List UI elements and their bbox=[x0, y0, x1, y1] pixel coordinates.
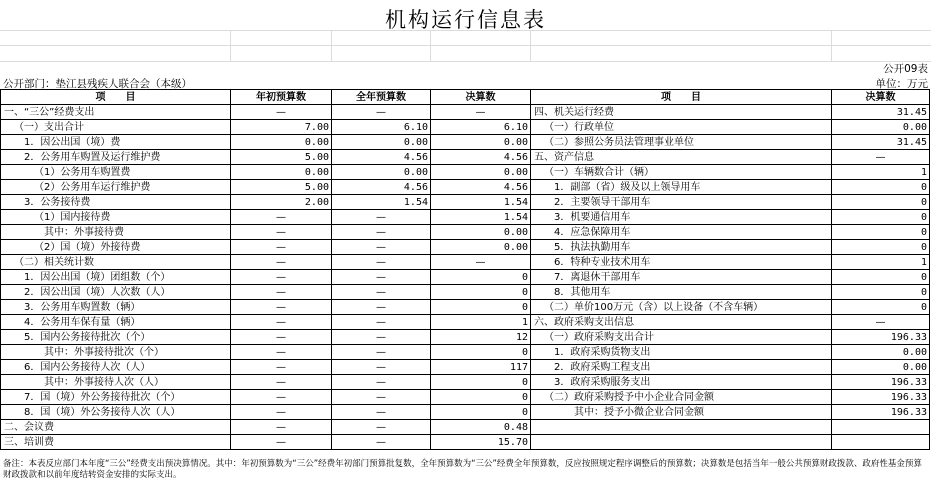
final-amount-cell: 0.48 bbox=[431, 420, 531, 435]
header-item-right: 项 目 bbox=[531, 90, 832, 105]
table-row bbox=[1, 345, 930, 360]
annual-budget-cell: — bbox=[332, 255, 431, 270]
annual-budget-cell: — bbox=[332, 240, 431, 255]
row-item-right: （二）单价100万元（含）以上设备（不含车辆） bbox=[531, 300, 832, 315]
final-amount-cell: 0 bbox=[431, 300, 531, 315]
table-row bbox=[1, 195, 930, 210]
table-row bbox=[1, 105, 930, 120]
final-amount-right-cell: — bbox=[832, 150, 930, 165]
final-amount-cell: 6.10 bbox=[431, 120, 531, 135]
annual-budget-cell: — bbox=[332, 345, 431, 360]
row-item-right: 四、机关运行经费 bbox=[531, 105, 832, 120]
annual-budget-cell: 0.00 bbox=[332, 165, 431, 180]
initial-budget-cell: — bbox=[231, 315, 332, 330]
table-row bbox=[1, 435, 930, 450]
table-row bbox=[1, 225, 930, 240]
initial-budget-cell: 5.00 bbox=[231, 150, 332, 165]
final-amount-cell: 1.54 bbox=[431, 195, 531, 210]
annual-budget-cell: 4.56 bbox=[332, 150, 431, 165]
table-row bbox=[1, 180, 930, 195]
initial-budget-cell: 0.00 bbox=[231, 165, 332, 180]
table-row bbox=[1, 375, 930, 390]
table-row bbox=[1, 120, 930, 135]
table-row bbox=[1, 360, 930, 375]
final-amount-right-cell bbox=[832, 420, 930, 435]
row-item-right: 4．应急保障用车 bbox=[531, 225, 832, 240]
final-amount-cell: 117 bbox=[431, 360, 531, 375]
final-amount-cell: 0 bbox=[431, 390, 531, 405]
row-item-left: （二）相关统计数 bbox=[1, 255, 231, 270]
row-item-left: （2）公务用车运行维护费 bbox=[1, 180, 231, 195]
final-amount-right-cell: 196.33 bbox=[832, 405, 930, 420]
table-row bbox=[1, 285, 930, 300]
initial-budget-cell: — bbox=[231, 300, 332, 315]
sheet-gridlines bbox=[0, 30, 931, 62]
initial-budget-cell: 2.00 bbox=[231, 195, 332, 210]
final-amount-right-cell: 0.00 bbox=[832, 120, 930, 135]
header-final-right: 决算数 bbox=[832, 90, 930, 105]
row-item-right: 3．政府采购服务支出 bbox=[531, 375, 832, 390]
table-row bbox=[1, 150, 930, 165]
annual-budget-cell: — bbox=[332, 330, 431, 345]
final-amount-right-cell: 196.33 bbox=[832, 390, 930, 405]
initial-budget-cell: — bbox=[231, 330, 332, 345]
row-item-right: 6．特种专业技术用车 bbox=[531, 255, 832, 270]
row-item-left: 3．公务接待费 bbox=[1, 195, 231, 210]
row-item-right: 8．其他用车 bbox=[531, 285, 832, 300]
table-row bbox=[1, 270, 930, 285]
row-item-right: （一）车辆数合计（辆） bbox=[531, 165, 832, 180]
row-item-left: 其中：外事接待人次（人） bbox=[1, 375, 231, 390]
final-amount-cell: 1 bbox=[431, 315, 531, 330]
final-amount-cell: 0 bbox=[431, 285, 531, 300]
row-item-left: （一）支出合计 bbox=[1, 120, 231, 135]
header-final-left: 决算数 bbox=[431, 90, 531, 105]
annual-budget-cell: — bbox=[332, 270, 431, 285]
final-amount-right-cell: 31.45 bbox=[832, 135, 930, 150]
row-item-left: 6．国内公务接待人次（人） bbox=[1, 360, 231, 375]
initial-budget-cell: — bbox=[231, 405, 332, 420]
final-amount-right-cell: 0 bbox=[832, 285, 930, 300]
header-initial-budget: 年初预算数 bbox=[231, 90, 332, 105]
row-item-right bbox=[531, 420, 832, 435]
final-amount-cell: 1.54 bbox=[431, 210, 531, 225]
final-amount-cell: 0 bbox=[431, 405, 531, 420]
table-row bbox=[1, 315, 930, 330]
header-item-left: 项 目 bbox=[1, 90, 231, 105]
initial-budget-cell: — bbox=[231, 210, 332, 225]
row-item-right: 2．政府采购工程支出 bbox=[531, 360, 832, 375]
final-amount-right-cell: 0.00 bbox=[832, 345, 930, 360]
final-amount-cell: 0 bbox=[431, 375, 531, 390]
final-amount-cell: 4.56 bbox=[431, 180, 531, 195]
initial-budget-cell: — bbox=[231, 345, 332, 360]
row-item-right: 五、资产信息 bbox=[531, 150, 832, 165]
row-item-left: 7．国（境）外公务接待批次（个） bbox=[1, 390, 231, 405]
annual-budget-cell: — bbox=[332, 300, 431, 315]
row-item-left: 8．国（境）外公务接待人次（人） bbox=[1, 405, 231, 420]
initial-budget-cell: — bbox=[231, 375, 332, 390]
final-amount-cell: 0.00 bbox=[431, 165, 531, 180]
final-amount-right-cell: — bbox=[832, 315, 930, 330]
final-amount-right-cell: 31.45 bbox=[832, 105, 930, 120]
row-item-left: 3．公务用车购置数（辆） bbox=[1, 300, 231, 315]
row-item-left: 1．因公出国（境）团组数（个） bbox=[1, 270, 231, 285]
annual-budget-cell: — bbox=[332, 105, 431, 120]
final-amount-cell: — bbox=[431, 255, 531, 270]
footer-note: 备注：本表反应部门本年度“三公”经费支出预决算情况。其中：年初预算数为“三公”经费年初部门预算批复数，全年预算数为“三公”经费全年预算数，反应按照规定程序调整后的预算数；决算数是包括当年一般公共预算财政拨款、政府性基金预算财政拨款和以前年度结转资金安排的实际支出。 bbox=[3, 459, 922, 480]
row-item-left: 其中：外事接待费 bbox=[1, 225, 231, 240]
annual-budget-cell: 0.00 bbox=[332, 135, 431, 150]
row-item-right: （一）政府采购支出合计 bbox=[531, 330, 832, 345]
annual-budget-cell: 4.56 bbox=[332, 180, 431, 195]
row-item-left: （1）公务用车购置费 bbox=[1, 165, 231, 180]
annual-budget-cell: — bbox=[332, 360, 431, 375]
table-row bbox=[1, 135, 930, 150]
table-row bbox=[1, 420, 930, 435]
final-amount-cell: 0.00 bbox=[431, 135, 531, 150]
row-item-right: 六、政府采购支出信息 bbox=[531, 315, 832, 330]
table-row bbox=[1, 165, 930, 180]
unit-row bbox=[0, 76, 931, 89]
initial-budget-cell: — bbox=[231, 270, 332, 285]
final-amount-right-cell: 0 bbox=[832, 270, 930, 285]
annual-budget-cell: — bbox=[332, 420, 431, 435]
final-amount-cell: 12 bbox=[431, 330, 531, 345]
initial-budget-cell: — bbox=[231, 105, 332, 120]
row-item-right: （二）参照公务员法管理事业单位 bbox=[531, 135, 832, 150]
row-item-right: 2．主要领导干部用车 bbox=[531, 195, 832, 210]
department-label: 公开部门：垫江县残疾人联合会（本级） bbox=[3, 78, 192, 90]
initial-budget-cell: 7.00 bbox=[231, 120, 332, 135]
initial-budget-cell: — bbox=[231, 285, 332, 300]
row-item-right: 7．离退休干部用车 bbox=[531, 270, 832, 285]
row-item-right: （一）行政单位 bbox=[531, 120, 832, 135]
initial-budget-cell: — bbox=[231, 360, 332, 375]
row-item-left: 一、“三公”经费支出 bbox=[1, 105, 231, 120]
row-item-left: （2）国（境）外接待费 bbox=[1, 240, 231, 255]
final-amount-right-cell: 0 bbox=[832, 240, 930, 255]
final-amount-cell: 0.00 bbox=[431, 225, 531, 240]
header-annual-budget: 全年预算数 bbox=[332, 90, 431, 105]
row-item-right: （二）政府采购授予中小企业合同金额 bbox=[531, 390, 832, 405]
annual-budget-cell: — bbox=[332, 285, 431, 300]
final-amount-right-cell: 1 bbox=[832, 165, 930, 180]
annual-budget-cell: — bbox=[332, 225, 431, 240]
row-item-left: 2．因公出国（境）人次数（人） bbox=[1, 285, 231, 300]
final-amount-right-cell bbox=[832, 435, 930, 450]
final-amount-right-cell: 0 bbox=[832, 195, 930, 210]
row-item-right: 1．副部（省）级及以上领导用车 bbox=[531, 180, 832, 195]
row-item-left: 二、会议费 bbox=[1, 420, 231, 435]
table-row bbox=[1, 255, 930, 270]
table-header bbox=[1, 90, 930, 105]
page-title: 机构运行信息表 bbox=[385, 8, 546, 32]
initial-budget-cell: — bbox=[231, 435, 332, 450]
annual-budget-cell: — bbox=[332, 390, 431, 405]
unit-label: 单位：万元 bbox=[875, 78, 928, 90]
annual-budget-cell: — bbox=[332, 405, 431, 420]
final-amount-right-cell: 0.00 bbox=[832, 360, 930, 375]
final-amount-cell: 0 bbox=[431, 270, 531, 285]
row-item-left: 三、培训费 bbox=[1, 435, 231, 450]
annual-budget-cell: 6.10 bbox=[332, 120, 431, 135]
row-item-right: 1．政府采购货物支出 bbox=[531, 345, 832, 360]
row-item-left: （1）国内接待费 bbox=[1, 210, 231, 225]
initial-budget-cell: — bbox=[231, 255, 332, 270]
info-table bbox=[0, 89, 930, 450]
row-item-left: 4．公务用车保有量（辆） bbox=[1, 315, 231, 330]
final-amount-right-cell: 196.33 bbox=[832, 375, 930, 390]
final-amount-right-cell: 0 bbox=[832, 225, 930, 240]
annual-budget-cell: — bbox=[332, 375, 431, 390]
final-amount-right-cell: 1 bbox=[832, 255, 930, 270]
final-amount-right-cell: 196.33 bbox=[832, 330, 930, 345]
table-row bbox=[1, 300, 930, 315]
row-item-left: 其中：外事接待批次（个） bbox=[1, 345, 231, 360]
form-number: 公开09表 bbox=[883, 63, 928, 75]
final-amount-right-cell: 0 bbox=[832, 210, 930, 225]
final-amount-right-cell: 0 bbox=[832, 300, 930, 315]
final-amount-cell: 15.70 bbox=[431, 435, 531, 450]
final-amount-cell: 0.00 bbox=[431, 240, 531, 255]
initial-budget-cell: — bbox=[231, 225, 332, 240]
row-item-right: 3．机要通信用车 bbox=[531, 210, 832, 225]
final-amount-right-cell: 0 bbox=[832, 180, 930, 195]
final-amount-cell: — bbox=[431, 105, 531, 120]
table-row bbox=[1, 210, 930, 225]
row-item-left: 1．因公出国（境）费 bbox=[1, 135, 231, 150]
row-item-right: 其中：授予小微企业合同金额 bbox=[531, 405, 832, 420]
row-item-right bbox=[531, 435, 832, 450]
initial-budget-cell: — bbox=[231, 420, 332, 435]
final-amount-cell: 0 bbox=[431, 345, 531, 360]
annual-budget-cell: — bbox=[332, 315, 431, 330]
annual-budget-cell: 1.54 bbox=[332, 195, 431, 210]
table-row bbox=[1, 390, 930, 405]
annual-budget-cell: — bbox=[332, 210, 431, 225]
table-row bbox=[1, 240, 930, 255]
initial-budget-cell: — bbox=[231, 390, 332, 405]
initial-budget-cell: 0.00 bbox=[231, 135, 332, 150]
annual-budget-cell: — bbox=[332, 435, 431, 450]
final-amount-cell: 4.56 bbox=[431, 150, 531, 165]
table-row bbox=[1, 330, 930, 345]
row-item-left: 5．国内公务接待批次（个） bbox=[1, 330, 231, 345]
initial-budget-cell: — bbox=[231, 240, 332, 255]
initial-budget-cell: 5.00 bbox=[231, 180, 332, 195]
row-item-left: 2．公务用车购置及运行维护费 bbox=[1, 150, 231, 165]
table-row bbox=[1, 405, 930, 420]
row-item-right: 5．执法执勤用车 bbox=[531, 240, 832, 255]
